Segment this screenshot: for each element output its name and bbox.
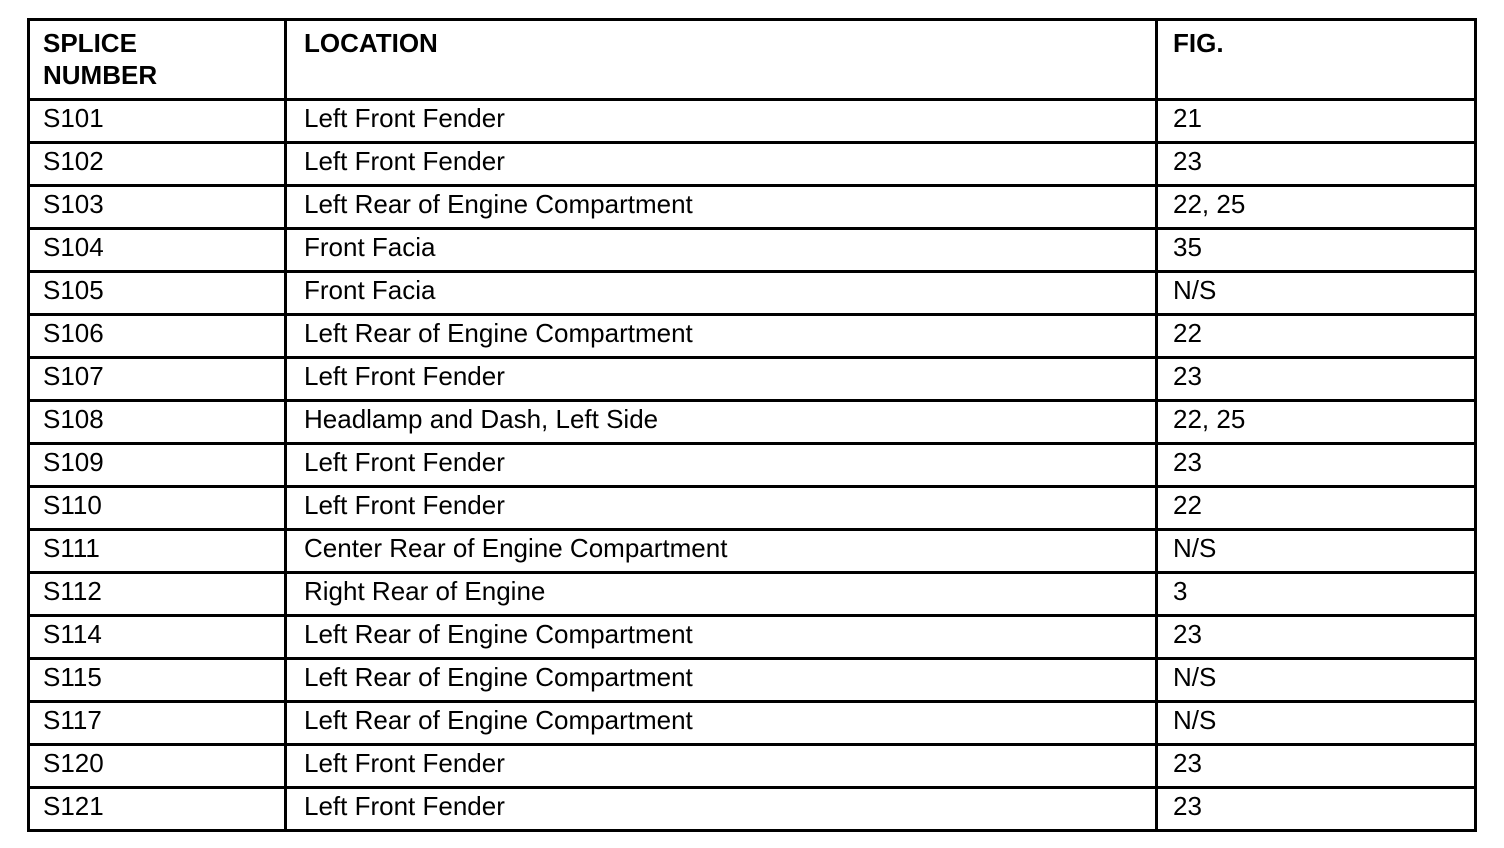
table-row: [29, 100, 1476, 143]
fig-cell: N/S: [1157, 702, 1476, 745]
table-row: [29, 358, 1476, 401]
fig-cell: N/S: [1157, 530, 1476, 573]
table-row: [29, 401, 1476, 444]
table-row: [29, 573, 1476, 616]
fig-cell: N/S: [1157, 272, 1476, 315]
fig-cell: 23: [1157, 444, 1476, 487]
table-body: [29, 100, 1476, 831]
fig-cell: 23: [1157, 745, 1476, 788]
location-cell: Left Rear of Engine Compartment: [286, 315, 1157, 358]
location-cell: Left Front Fender: [286, 745, 1157, 788]
fig-cell: 3: [1157, 573, 1476, 616]
splice-number-cell: S114: [29, 616, 286, 659]
header-row: [29, 20, 1476, 100]
splice-location-table: [27, 18, 1477, 832]
location-cell: Center Rear of Engine Compartment: [286, 530, 1157, 573]
fig-cell: 23: [1157, 616, 1476, 659]
location-cell: Right Rear of Engine: [286, 573, 1157, 616]
fig-cell: 23: [1157, 358, 1476, 401]
location-cell: Left Front Fender: [286, 444, 1157, 487]
header-location: LOCATION: [286, 20, 1157, 100]
fig-cell: 22, 25: [1157, 186, 1476, 229]
location-cell: Left Front Fender: [286, 487, 1157, 530]
splice-number-cell: S111: [29, 530, 286, 573]
table-row: [29, 487, 1476, 530]
splice-number-cell: S101: [29, 100, 286, 143]
location-cell: Left Front Fender: [286, 143, 1157, 186]
table-row: [29, 444, 1476, 487]
splice-number-cell: S107: [29, 358, 286, 401]
table-row: [29, 143, 1476, 186]
location-cell: Front Facia: [286, 272, 1157, 315]
table-row: [29, 659, 1476, 702]
location-cell: Left Rear of Engine Compartment: [286, 702, 1157, 745]
location-cell: Left Rear of Engine Compartment: [286, 659, 1157, 702]
fig-cell: 22, 25: [1157, 401, 1476, 444]
location-cell: Left Front Fender: [286, 788, 1157, 831]
location-cell: Headlamp and Dash, Left Side: [286, 401, 1157, 444]
splice-number-cell: S112: [29, 573, 286, 616]
header-splice-line1: SPLICE: [43, 28, 137, 58]
splice-number-cell: S117: [29, 702, 286, 745]
location-cell: Left Front Fender: [286, 358, 1157, 401]
header-splice-line2: NUMBER: [43, 60, 158, 90]
fig-cell: 21: [1157, 100, 1476, 143]
fig-cell: 22: [1157, 487, 1476, 530]
table-row: [29, 186, 1476, 229]
table-row: [29, 788, 1476, 831]
splice-number-cell: S115: [29, 659, 286, 702]
splice-number-cell: S105: [29, 272, 286, 315]
header-fig: FIG.: [1157, 20, 1476, 100]
splice-number-cell: S108: [29, 401, 286, 444]
fig-cell: 23: [1157, 143, 1476, 186]
table-header: [29, 20, 1476, 100]
location-cell: Left Rear of Engine Compartment: [286, 616, 1157, 659]
splice-number-cell: S121: [29, 788, 286, 831]
splice-number-cell: S102: [29, 143, 286, 186]
location-cell: Left Front Fender: [286, 100, 1157, 143]
splice-number-cell: S104: [29, 229, 286, 272]
fig-cell: 23: [1157, 788, 1476, 831]
splice-number-cell: S106: [29, 315, 286, 358]
splice-number-cell: S110: [29, 487, 286, 530]
splice-number-cell: S120: [29, 745, 286, 788]
table-row: [29, 616, 1476, 659]
table-row: [29, 272, 1476, 315]
splice-number-cell: S103: [29, 186, 286, 229]
header-splice-number: [29, 20, 286, 100]
table-row: [29, 745, 1476, 788]
splice-number-cell: S109: [29, 444, 286, 487]
fig-cell: 22: [1157, 315, 1476, 358]
table-row: [29, 315, 1476, 358]
fig-cell: N/S: [1157, 659, 1476, 702]
location-cell: Front Facia: [286, 229, 1157, 272]
table-row: [29, 229, 1476, 272]
location-cell: Left Rear of Engine Compartment: [286, 186, 1157, 229]
table-row: [29, 702, 1476, 745]
table-row: [29, 530, 1476, 573]
fig-cell: 35: [1157, 229, 1476, 272]
